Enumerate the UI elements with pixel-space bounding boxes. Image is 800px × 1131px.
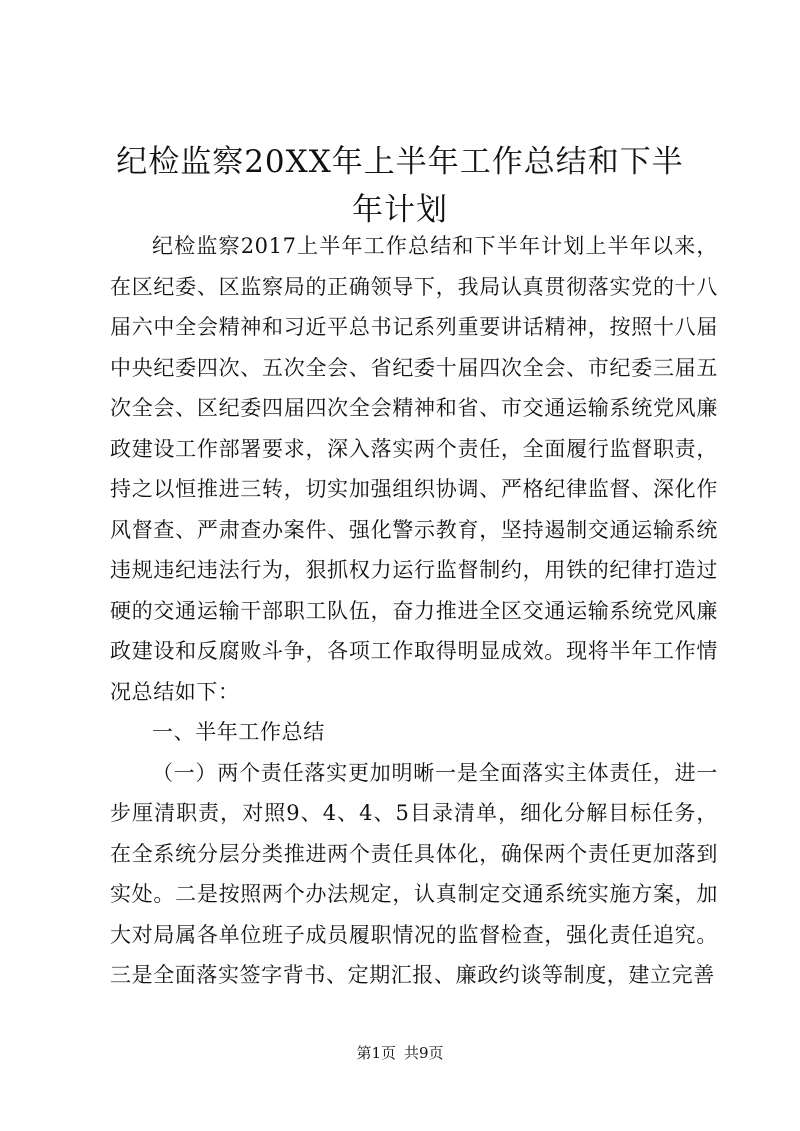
document-title: 纪检监察20XX年上半年工作总结和下半年计划 xyxy=(116,144,684,228)
subsection-paragraph: （一）两个责任落实更加明晰一是全面落实主体责任，进一步厘清职责，对照9、4、4、5目录清单，细化分解目标任务，在全系统分层分类推进两个责任具体化，确保两个责任更加落到实处。二是按照两个办法规定，认真制定交通系统实施方案，加大对局属各单位班子成员履职情况的监督检查，强化责任追究。三是全面落实签字背书、定期汇报、廉政约谈等制度，建立完善 xyxy=(110,760,718,987)
page-total: 共9页 xyxy=(404,1044,444,1062)
document-body xyxy=(110,226,718,996)
page-footer xyxy=(0,1043,800,1063)
intro-paragraph: 纪检监察2017上半年工作总结和下半年计划上半年以来，在区纪委、区监察局的正确领导下，我局认真贯彻落实党的十八届六中全会精神和习近平总书记系列重要讲话精神，按照十八届中央纪委四次、五次全会、省纪委十届四次全会、市纪委三届五次全会、区纪委四届四次全会精神和省、市交通运输系统党风廉政建设工作部署要求，深入落实两个责任，全面履行监督职责，持之以恒推进三转，切实加强组织协调、严格纪律监督、深化作风督查、严肃查办案件、强化警示教育，坚持遏制交通运输系统违规违纪违法行为，狠抓权力运行监督制约，用铁的纪律打造过硬的交通运输干部职工队伍，奋力推进全区交通运输系统党风廉政建设和反腐败斗争，各项工作取得明显成效。现将半年工作情况总结如下： xyxy=(110,234,718,704)
section-heading: 一、半年工作总结 xyxy=(152,720,325,744)
page-number: 第1页 xyxy=(356,1044,396,1062)
